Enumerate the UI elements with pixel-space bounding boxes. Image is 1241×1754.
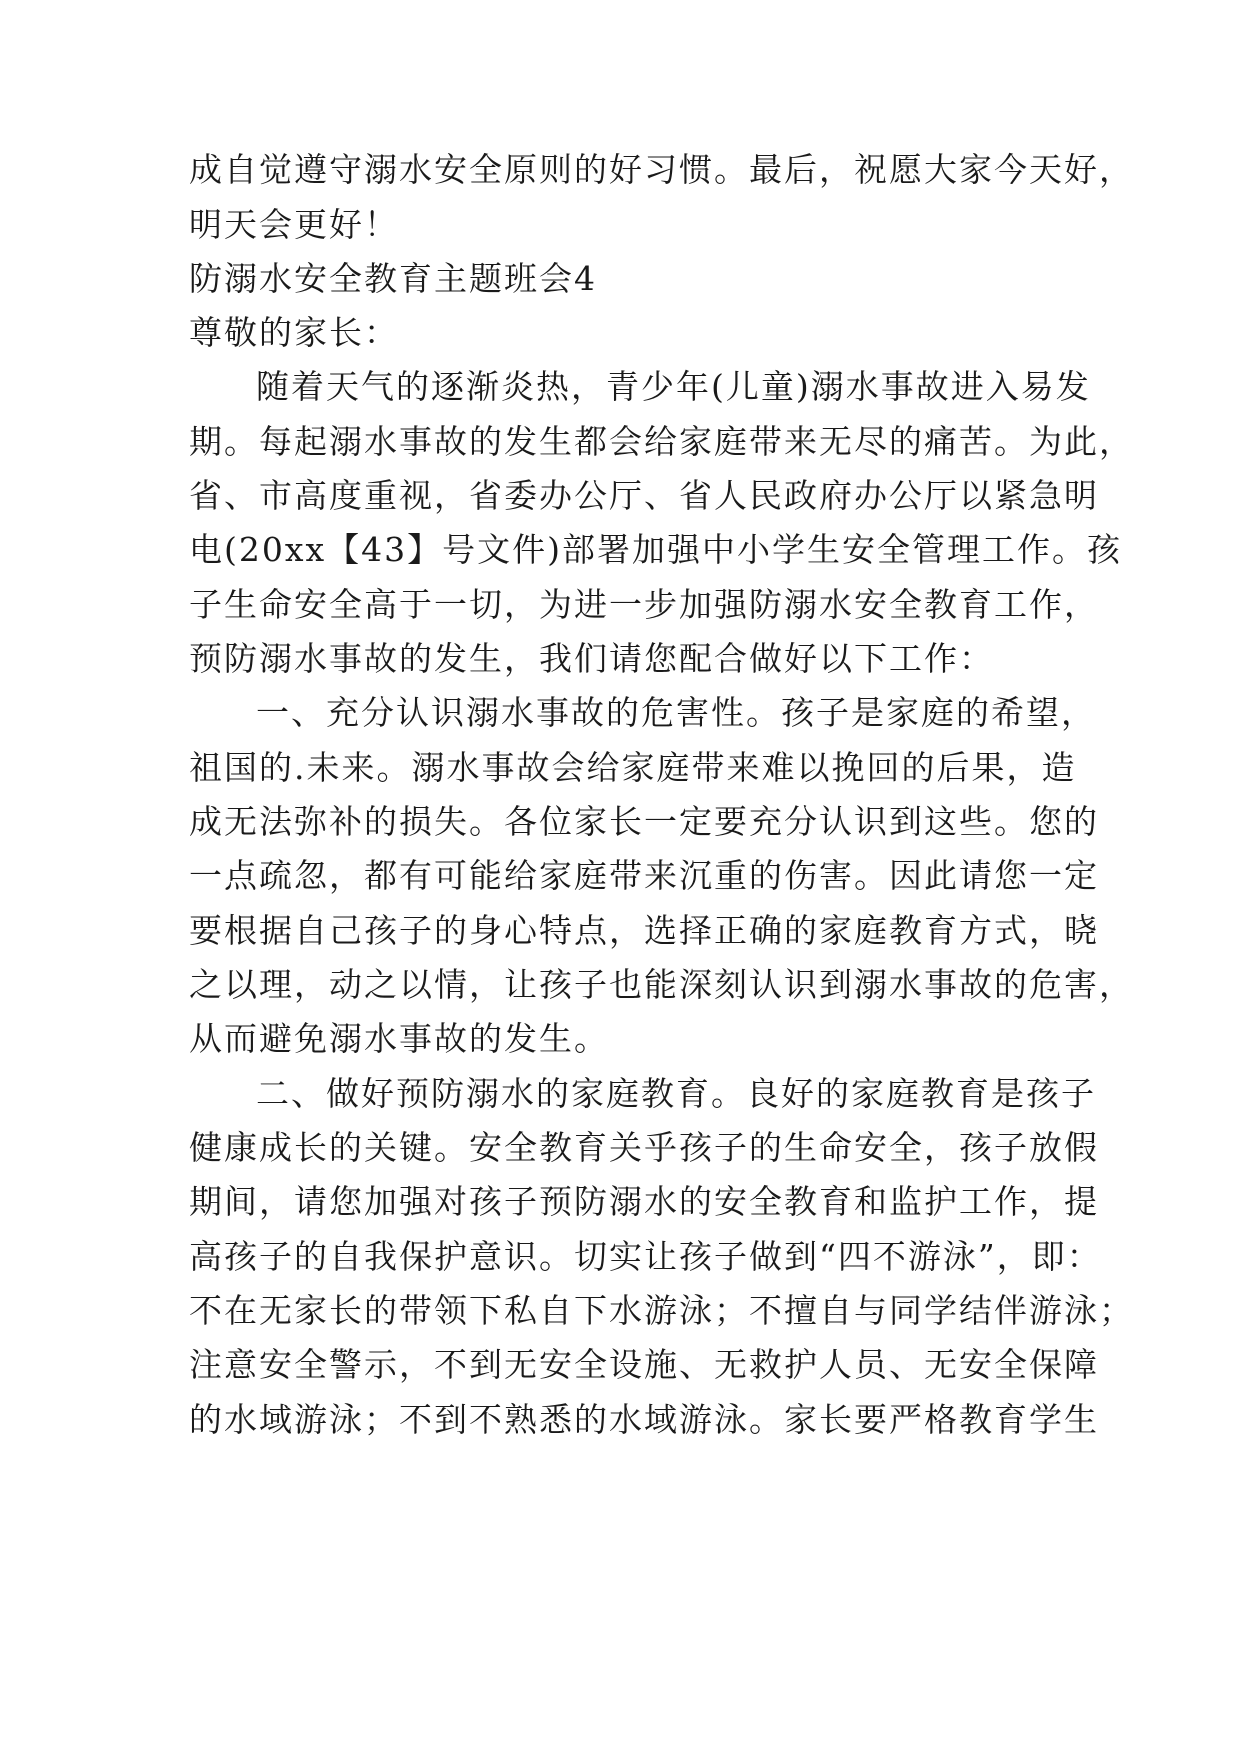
intro-line: 成自觉遵守溺水安全原则的好习惯。最后，祝愿大家今天好， <box>189 150 1134 189</box>
paragraph-line: 成无法弥补的损失。各位家长一定要充分认识到这些。您的 <box>189 802 1099 841</box>
paragraph-line: 预防溺水事故的发生，我们请您配合做好以下工作： <box>189 639 994 678</box>
intro-line: 明天会更好！ <box>189 205 399 244</box>
paragraph-line: 子生命安全高于一切，为进一步加强防溺水安全教育工作， <box>189 585 1099 624</box>
salutation: 尊敬的家长： <box>189 313 399 352</box>
paragraph-line: 从而避免溺水事故的发生。 <box>189 1019 609 1058</box>
paragraph-line: 注意安全警示，不到无安全设施、无救护人员、无安全保障 <box>189 1345 1099 1384</box>
paragraph-line: 一、充分认识溺水事故的危害性。孩子是家庭的希望， <box>256 693 1096 732</box>
paragraph-line: 期间，请您加强对孩子预防溺水的安全教育和监护工作，提 <box>189 1182 1099 1221</box>
paragraph-line: 祖国的.未来。溺水事故会给家庭带来难以挽回的后果，造 <box>189 748 1077 787</box>
paragraph-line: 省、市高度重视，省委办公厅、省人民政府办公厅以紧急明 <box>189 476 1099 515</box>
paragraph-line: 健康成长的关键。安全教育关乎孩子的生命安全，孩子放假 <box>189 1128 1099 1167</box>
paragraph-line: 二、做好预防溺水的家庭教育。良好的家庭教育是孩子 <box>256 1074 1096 1113</box>
paragraph-line: 随着天气的逐渐炎热，青少年(儿童)溺水事故进入易发 <box>256 367 1091 406</box>
paragraph-line: 要根据自己孩子的身心特点，选择正确的家庭教育方式，晓 <box>189 911 1099 950</box>
paragraph-line: 不在无家长的带领下私自下水游泳；不擅自与同学结伴游泳； <box>189 1291 1134 1330</box>
paragraph-line: 的水域游泳；不到不熟悉的水域游泳。家长要严格教育学生 <box>189 1400 1099 1439</box>
paragraph-line: 之以理，动之以情，让孩子也能深刻认识到溺水事故的危害， <box>189 965 1134 1004</box>
paragraph-line: 电(20xx【43】号文件)部署加强中小学生安全管理工作。孩 <box>189 530 1122 569</box>
paragraph-line: 一点疏忽，都有可能给家庭带来沉重的伤害。因此请您一定 <box>189 856 1099 895</box>
section-heading: 防溺水安全教育主题班会4 <box>189 259 597 298</box>
paragraph-line: 高孩子的自我保护意识。切实让孩子做到“四不游泳”，即： <box>189 1237 1102 1276</box>
paragraph-line: 期。每起溺水事故的发生都会给家庭带来无尽的痛苦。为此， <box>189 422 1134 461</box>
